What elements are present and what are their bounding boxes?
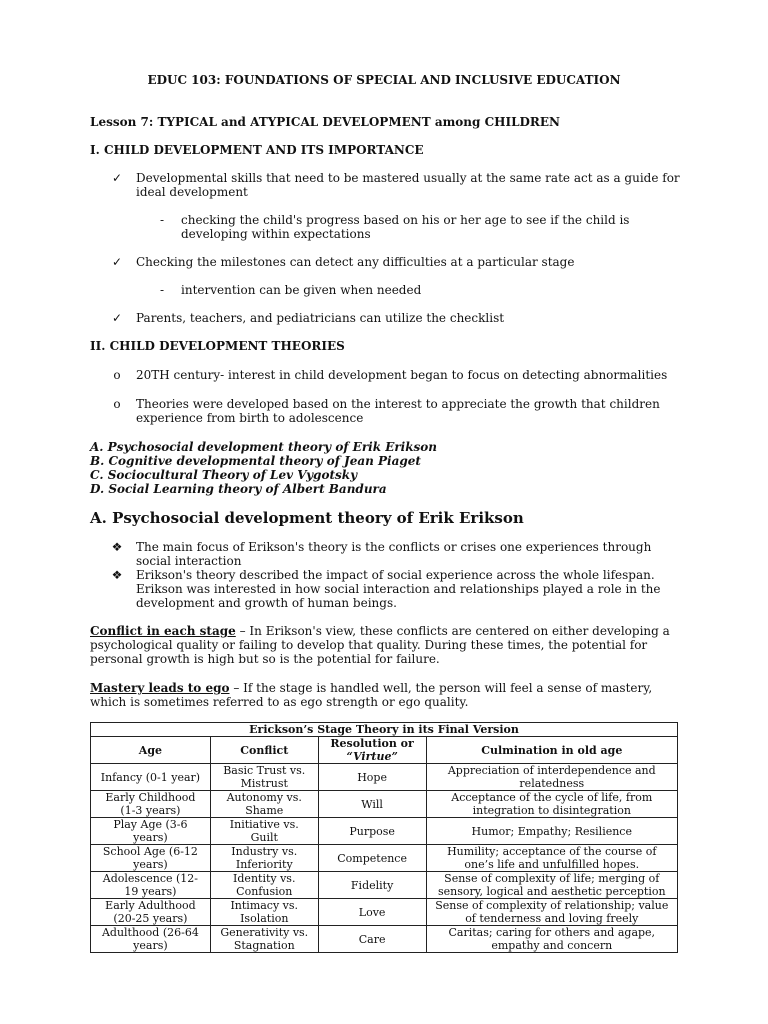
cell-virtue: Hope: [318, 764, 426, 791]
header-culmination: Culmination in old age: [426, 737, 677, 764]
theory-item: C. Sociocultural Theory of Lev Vygotsky: [90, 468, 358, 482]
cell-conflict: Industry vs. Inferiority: [210, 845, 318, 872]
cell-conflict: Basic Trust vs. Mistrust: [210, 764, 318, 791]
cell-age: Adolescence (12- 19 years): [91, 872, 211, 899]
theory-item: A. Psychosocial development theory of Erik Erikson: [90, 440, 438, 454]
cell-culmination: Humor; Empathy; Resilience: [426, 818, 677, 845]
cell-virtue: Purpose: [318, 818, 426, 845]
header-age: Age: [91, 737, 211, 764]
section-heading-importance: I. CHILD DEVELOPMENT AND ITS IMPORTANCE: [90, 143, 424, 157]
checkmark-icon: ✓: [111, 311, 123, 325]
course-title: EDUC 103: FOUNDATIONS OF SPECIAL AND INCLUSIVE EDUCATION: [147, 73, 621, 87]
dash-bullet: -: [159, 213, 165, 227]
lesson-title: Lesson 7: TYPICAL and ATYPICAL DEVELOPMENT among CHILDREN: [90, 115, 561, 129]
list-item: The main focus of Erikson's theory is the conflicts or crises one experiences through social interaction: [136, 540, 652, 568]
table-row: [91, 845, 678, 872]
cell-virtue: Fidelity: [318, 872, 426, 899]
checkmark-icon: ✓: [111, 255, 123, 269]
cell-age: Play Age (3-6 years): [91, 818, 211, 845]
cell-age: Early Adulthood (20-25 years): [91, 899, 211, 926]
cell-virtue: Love: [318, 899, 426, 926]
list-item: Checking the milestones can detect any difficulties at a particular stage: [136, 255, 575, 269]
cell-virtue: Competence: [318, 845, 426, 872]
table-row: [91, 899, 678, 926]
cell-conflict: Generativity vs. Stagnation: [210, 926, 318, 953]
theory-item: B. Cognitive developmental theory of Jean Piaget: [90, 454, 421, 468]
mastery-paragraph: Mastery leads to ego – If the stage is handled well, the person will feel a sense of mastery, which is sometimes referred to as ego strength or ego quality.: [90, 681, 653, 709]
mastery-term: Mastery leads to ego: [90, 681, 230, 695]
cell-age: Adulthood (26-64 years): [91, 926, 211, 953]
theory-list: [90, 440, 437, 496]
theory-item: D. Social Learning theory of Albert Bandura: [90, 482, 387, 496]
dash-bullet: -: [159, 283, 165, 297]
diamond-bullet-icon: ❖: [111, 568, 123, 582]
list-item: Developmental skills that need to be mastered usually at the same rate act as a guide for ideal development: [136, 171, 680, 199]
cell-culmination: Appreciation of interdependence and relatedness: [426, 764, 677, 791]
cell-conflict: Initiative vs. Guilt: [210, 818, 318, 845]
cell-culmination: Caritas; caring for others and agape, empathy and concern: [426, 926, 677, 953]
cell-conflict: Identity vs. Confusion: [210, 872, 318, 899]
list-item: Erikson's theory described the impact of social experience across the whole lifespan. Erikson was interested in how social interaction and relationships played a role in the development and growth of human beings.: [136, 568, 661, 610]
sub-list-item: intervention can be given when needed: [181, 283, 422, 297]
table-row: [91, 926, 678, 953]
cell-culmination: Humility; acceptance of the course of one’s life and unfulfilled hopes.: [426, 845, 677, 872]
checkmark-icon: ✓: [111, 171, 123, 185]
cell-culmination: Sense of complexity of relationship; value of tenderness and loving freely: [426, 899, 677, 926]
sub-list-item: checking the child's progress based on his or her age to see if the child is developing within expectations: [181, 213, 630, 241]
table-header-row: [91, 737, 678, 764]
conflict-term: Conflict in each stage: [90, 624, 236, 638]
diamond-bullet-icon: ❖: [111, 540, 123, 554]
cell-age: School Age (6-12 years): [91, 845, 211, 872]
cell-virtue: Will: [318, 791, 426, 818]
table-caption: Erickson’s Stage Theory in its Final Version: [91, 723, 678, 737]
section-heading-theories: II. CHILD DEVELOPMENT THEORIES: [90, 339, 345, 353]
cell-virtue: Care: [318, 926, 426, 953]
circle-bullet: o: [113, 397, 121, 411]
table-row: [91, 764, 678, 791]
list-item: Parents, teachers, and pediatricians can utilize the checklist: [136, 311, 505, 325]
cell-age: Infancy (0-1 year): [91, 764, 211, 791]
table-row: [91, 791, 678, 818]
cell-culmination: Sense of complexity of life; merging of sensory, logical and aesthetic perception: [426, 872, 677, 899]
cell-conflict: Intimacy vs. Isolation: [210, 899, 318, 926]
circle-bullet: o: [113, 368, 121, 382]
table-row: [91, 872, 678, 899]
cell-conflict: Autonomy vs. Shame: [210, 791, 318, 818]
list-item: Theories were developed based on the interest to appreciate the growth that children experience from birth to adolescence: [136, 397, 660, 425]
erikson-stage-table: [90, 722, 678, 953]
table-row: [91, 818, 678, 845]
list-item: 20TH century- interest in child development began to focus on detecting abnormalities: [136, 368, 668, 382]
conflict-paragraph: Conflict in each stage – In Erikson's view, these conflicts are centered on either developing a psychological quality or failing to develop that quality. During these times, the potential for personal growth is high but so is the potential for failure.: [90, 624, 670, 666]
header-conflict: Conflict: [210, 737, 318, 764]
cell-age: Early Childhood (1-3 years): [91, 791, 211, 818]
header-resolution: Resolution or “Virtue”: [318, 737, 426, 764]
section-heading-erikson: A. Psychosocial development theory of Erik Erikson: [90, 509, 524, 527]
cell-culmination: Acceptance of the cycle of life, from integration to disintegration: [426, 791, 677, 818]
